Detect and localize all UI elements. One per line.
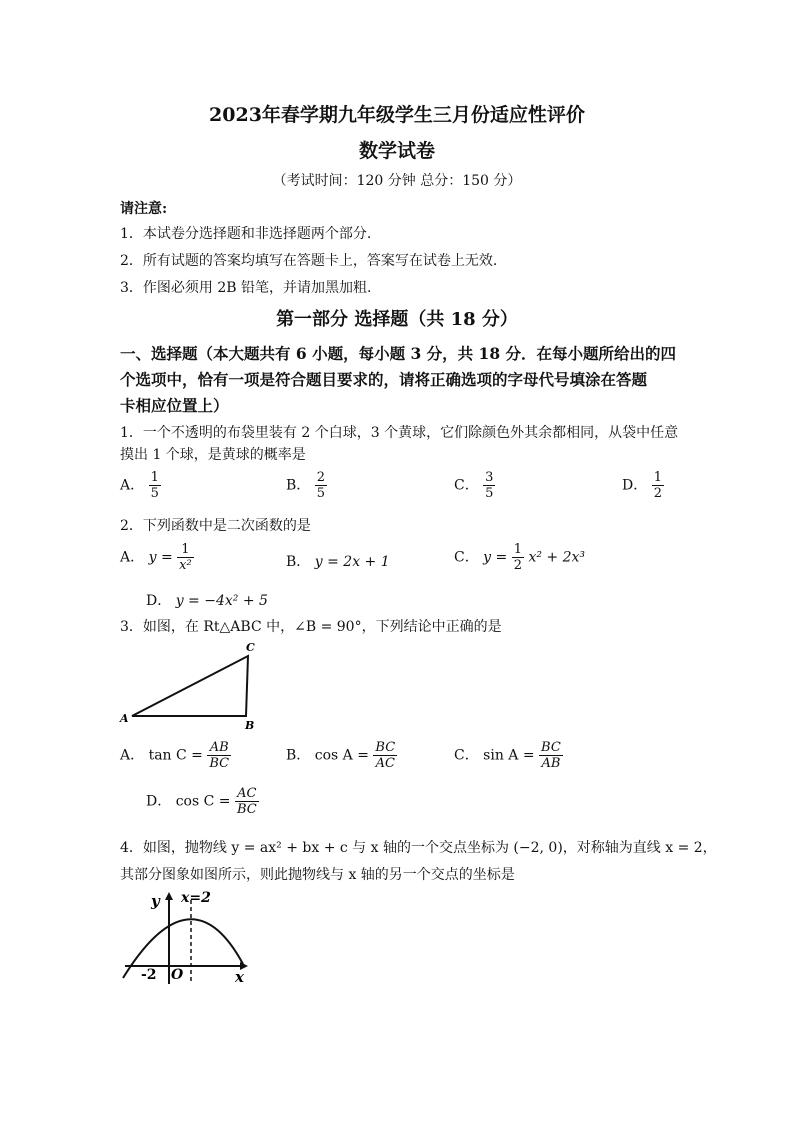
note-item: 3．作图必须用 2B 铅笔，并请加黑加粗. [120, 280, 372, 296]
note-item: 1．本试卷分选择题和非选择题两个部分. [120, 226, 372, 242]
vertex-c-label: C [246, 641, 255, 654]
q1-stem: 摸出 1 个球，是黄球的概率是 [120, 447, 306, 463]
triangle-abc [132, 656, 248, 716]
exam-title: 2023年春学期九年级学生三月份适应性评价 [209, 104, 585, 126]
q4-stem: 其部分图象如图所示，则此抛物线与 x 轴的另一个交点的坐标是 [120, 867, 515, 883]
q3-option-a[interactable]: A． tan C = $\frac{AB}{BC}$ [120, 740, 230, 771]
origin-label: O [171, 967, 184, 983]
q3-option-d[interactable]: D． cos C = $\frac{AC}{BC}$ [146, 786, 257, 817]
fraction: $\frac{AB}{BC}$ [209, 740, 230, 771]
fraction: $\frac{1}{2}$ [513, 542, 523, 573]
section-instruction: 卡相应位置上） [120, 396, 229, 415]
q1-option-c[interactable]: C． $\frac{3}{5}$ [454, 470, 494, 501]
q1-option-d[interactable]: D． $\frac{1}{2}$ [622, 470, 662, 501]
notes-heading: 请注意: [120, 201, 168, 217]
q1-option-b[interactable]: B． $\frac{2}{5}$ [286, 470, 326, 501]
neg-two-label: -2 [141, 967, 157, 983]
q4-stem: 4．如图，抛物线 y = ax² + bx + c 与 x 轴的一个交点坐标为 (−2, 0)，对称轴为直线 x = 2， [120, 840, 717, 856]
q3-stem: 3．如图，在 Rt△ABC 中，∠B = 90°，下列结论中正确的是 [120, 619, 502, 635]
fraction: $\frac{AC}{BC}$ [236, 786, 257, 817]
q2-option-c[interactable]: C． y = $\frac{1}{2}$ x² + 2x³ [454, 542, 586, 573]
y-axis-label: y [151, 892, 160, 910]
q1-stem: 1．一个不透明的布袋里装有 2 个白球，3 个黄球，它们除颜色外其余都相同，从袋中任意 [120, 425, 679, 441]
q2-stem: 2．下列函数中是二次函数的是 [120, 518, 311, 534]
q4-parabola-figure [115, 886, 255, 986]
q2-option-a[interactable]: A． y = $\frac{1}{\text{x²}}$ [120, 542, 192, 573]
fraction: $\frac{3}{5}$ [485, 470, 494, 501]
q3-triangle-figure [118, 638, 268, 734]
q3-option-b[interactable]: B． cos A = $\frac{BC}{AC}$ [286, 740, 396, 771]
exam-info: （考试时间：120 分钟 总分：150 分） [272, 173, 522, 189]
fraction: $\frac{2}{5}$ [316, 470, 326, 501]
vertex-b-label: B [245, 719, 255, 732]
fraction: $\frac{BC}{AB}$ [541, 740, 561, 771]
section-instruction: 一、选择题（本大题共有 6 小题，每小题 3 分，共 18 分．在每小题所给出的四 [120, 344, 677, 363]
fraction: $\frac{1}{2}$ [653, 470, 662, 501]
note-item: 2．所有试题的答案均填写在答题卡上，答案写在试卷上无效. [120, 253, 498, 269]
fraction: $\frac{1}{\text{x²}}$ [179, 542, 192, 573]
q1-option-a[interactable]: A． $\frac{1}{5}$ [120, 470, 159, 501]
vertex-a-label: A [120, 712, 129, 725]
exam-subtitle: 数学试卷 [358, 140, 435, 162]
fraction: $\frac{BC}{AC}$ [375, 740, 396, 771]
symmetry-axis-label: x=2 [181, 890, 211, 906]
x-axis-label: x [235, 968, 244, 986]
section-instruction: 个选项中，恰有一项是符合题目要求的，请将正确选项的字母代号填涂在答题 [120, 370, 648, 389]
section-title: 第一部分 选择题（共 18 分） [276, 309, 518, 330]
q3-option-c[interactable]: C． sin A = $\frac{BC}{AB}$ [454, 740, 561, 771]
fraction: $\frac{1}{5}$ [150, 470, 159, 501]
y-axis-arrow [165, 892, 173, 900]
q2-option-d[interactable]: D． y = −4x² + 5 [146, 593, 268, 609]
q2-option-b[interactable]: B． y = 2x + 1 [286, 554, 390, 570]
